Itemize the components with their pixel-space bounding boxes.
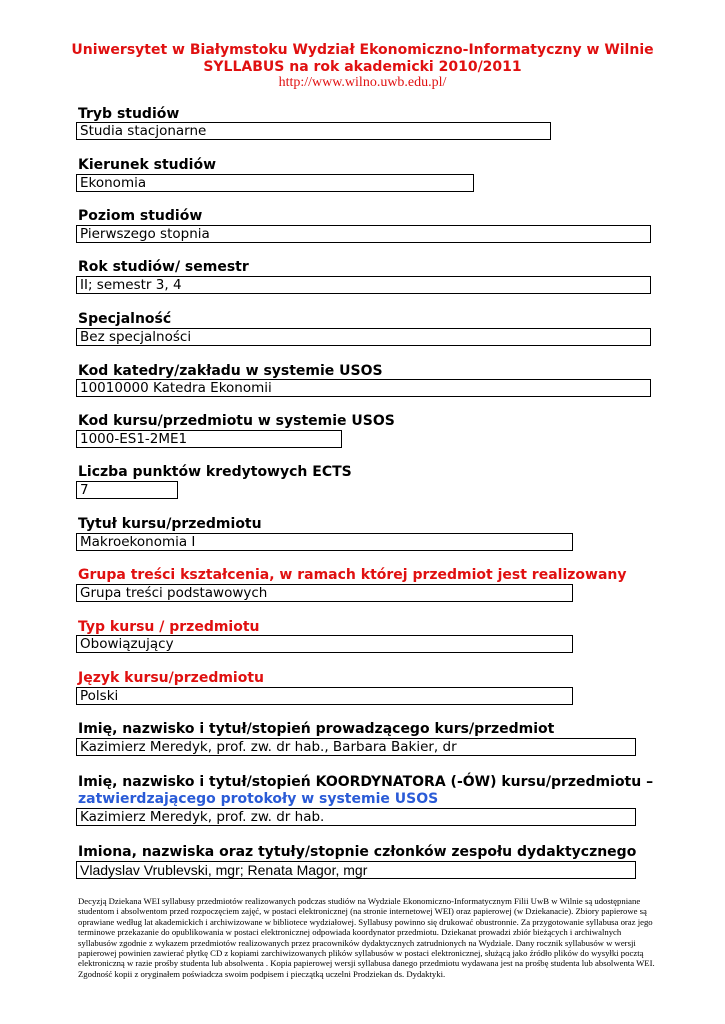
website-url[interactable]: http://www.wilno.uwb.edu.pl/ [278,75,447,90]
syllabus-heading: SYLLABUS na rok akademicki 2010/2011 [203,59,522,75]
kierunek-field: Ekonomia [76,174,474,192]
kod-katedry-field: 10010000 Katedra Ekonomii [76,379,651,397]
zespol-field: Vladyslav Vrublevski, mgr; Renata Magor, mgr [76,861,636,879]
rok-label: Rok studiów/ semestr [78,259,249,275]
specjalnosc-field: Bez specjalności [76,328,651,346]
kod-katedry-label: Kod katedry/zakładu w systemie USOS [78,363,383,379]
tryb-field: Studia stacjonarne [76,122,551,140]
kod-kursu-field: 1000-ES1-2ME1 [76,430,342,448]
poziom-field: Pierwszego stopnia [76,225,651,243]
koordynator-label: Imię, nazwisko i tytuł/stopień KOORDYNATORA (-ÓW) kursu/przedmiotu – [78,774,654,790]
poziom-label: Poziom studiów [78,208,203,224]
prowadzacy-field: Kazimierz Meredyk, prof. zw. dr hab., Barbara Bakier, dr [76,738,636,756]
tytul-field: Makroekonomia I [76,533,573,551]
tytul-label: Tytuł kursu/przedmiotu [78,516,262,532]
ects-field: 7 [76,481,178,499]
prowadzacy-label: Imię, nazwisko i tytuł/stopień prowadzącego kurs/przedmiot [78,721,555,737]
jezyk-label: Język kursu/przedmiotu [78,670,265,686]
kod-kursu-label: Kod kursu/przedmiotu w systemie USOS [78,413,395,429]
ects-label: Liczba punktów kredytowych ECTS [78,464,352,480]
typ-label: Typ kursu / przedmiotu [78,619,260,635]
kierunek-label: Kierunek studiów [78,157,217,173]
university-heading: Uniwersytet w Białymstoku Wydział Ekonomiczno-Informatyczny w Wilnie [71,42,654,58]
zespol-label: Imiona, nazwiska oraz tytuły/stopnie członków zespołu dydaktycznego [78,844,637,860]
footer-note: Decyzją Dziekana WEI syllabusy przedmiotów realizowanych podczas studiów na Wydziale Ekonomiczno-Informatycznym Filii UwB w Wilnie są udostępniane studentom i absolwentom przed rozpoczęciem zajęć, w postaci elektronicznej (na stronie internetowej WEI) oraz papierowej (w Dziekanacie). Zbiory papierowe są oprawiane według lat akademickich i archiwizowane w bibliotece wydziałowej. Syllabusy powinno się drukować obustronnie. Za przygotowanie syllabusa oraz jego terminowe przekazanie do opublikowania w postaci elektronicznej odpowiada koordynator przedmiotu. Dziekanat prowadzi zbiór bieżących i archiwalnych syllabusów zgodnie z wykazem przedmiotów realizowanych przez pracowników dydaktycznych zatrudnionych na Wydziale. Dany rocznik syllabusów w wersji papierowej powinien zawierać płytkę CD z kopiami zarchiwizowanych plików syllabusów w postaci elektronicznej, służącą jako źródło plików do wysyłki pocztą elektroniczną w razie prośby studenta lub absolwenta . Kopia papierowej wersji syllabusa danego przedmiotu wydawana jest na prośbę studenta lub absolwenta WEI. Zgodność kopii z oryginałem poświadcza swoim podpisem i pieczątką uczelni Prodziekan ds. Dydaktyki. [78,896,655,979]
specjalnosc-label: Specjalność [78,311,172,327]
typ-field: Obowiązujący [76,635,573,653]
rok-field: II; semestr 3, 4 [76,276,651,294]
tryb-label: Tryb studiów [78,106,180,122]
grupa-field: Grupa treści podstawowych [76,584,573,602]
jezyk-field: Polski [76,687,573,705]
koordynator-sublabel: zatwierdzającego protokoły w systemie USOS [78,791,439,807]
koordynator-field: Kazimierz Meredyk, prof. zw. dr hab. [76,808,636,826]
grupa-label: Grupa treści kształcenia, w ramach której przedmiot jest realizowany [78,567,627,583]
